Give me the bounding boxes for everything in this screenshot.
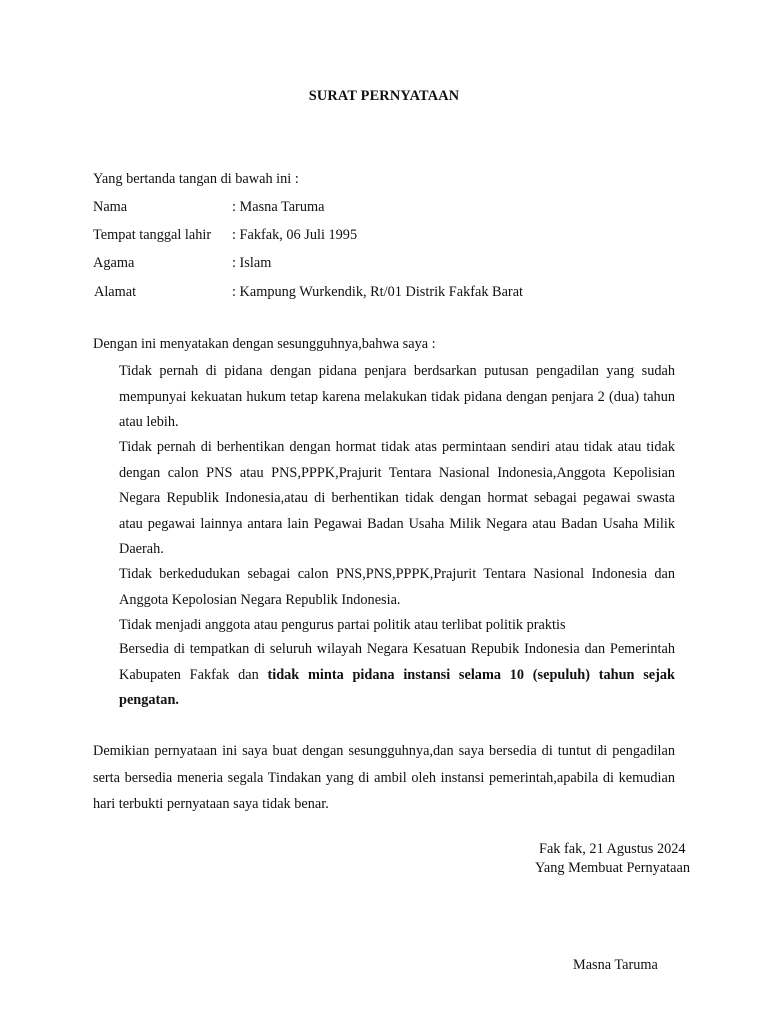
signature-name: Masna Taruma — [573, 957, 658, 973]
field-label: Agama — [93, 255, 135, 271]
field-value: : Fakfak, 06 Juli 1995 — [232, 227, 358, 243]
statement-item-bold-text: tidak minta pidana instansi selama 10 (sepuluh) tahun sejak pengatan. — [119, 666, 675, 708]
field-nama — [93, 197, 324, 217]
statement-item-text: Bersedia di tempatkan di seluruh wilayah Negara Kesatuan Repubik Indonesia dan Pemerintah Kabupaten Fakfak dan — [119, 641, 675, 683]
statement-item-3: Tidak berkedudukan sebagai calon PNS,PNS,PPPK,Prajurit Tentara Nasional Indonesia dan Anggota Kepolosian Negara Republik Indonesia. — [119, 566, 675, 608]
statement-item-5 — [119, 637, 675, 714]
field-value: : Kampung Wurkendik, Rt/01 Distrik Fakfak Barat — [232, 284, 524, 300]
field-alamat — [94, 282, 523, 302]
signature-role: Yang Membuat Pernyataan — [535, 860, 690, 876]
signature-place-date: Fak fak, 21 Agustus 2024 — [539, 841, 686, 857]
closing-paragraph: Demikian pernyataan ini saya buat dengan sesungguhnya,dan saya bersedia di tuntut di pengadilan serta bersedia meneria segala Tindakan yang di ambil oleh instansi pemerintah,apabila di kemudian hari terbukti pernyataan saya tidak benar. — [93, 743, 675, 812]
statement-item-2: Tidak pernah di berhentikan dengan hormat tidak atas permintaan sendiri atau tidak atau tidak dengan calon PNS atau PNS,PPPK,Prajurit Tentara Nasional Indonesia,Anggota Kepolisian Negara Republik Indonesia,atau di berhentikan tidak dengan hormat sebagai pegawai swasta atau pegawai lainnya antara lain Pegawai Badan Usaha Milik Negara atau Badan Usaha Milik Daerah. — [119, 439, 675, 557]
statement-lead: Dengan ini menyatakan dengan sesungguhnya,bahwa saya : — [93, 336, 436, 352]
field-label: Alamat — [94, 284, 137, 300]
statement-item-1: Tidak pernah di pidana dengan pidana penjara berdsarkan putusan pengadilan yang sudah mempunyai kekuatan hukum tetap karena melakukan tidak pidana dengan penjara 2 (dua) tahun atau lebih. — [119, 363, 675, 430]
intro-text: Yang bertanda tangan di bawah ini : — [93, 171, 299, 187]
field-value: : Masna Taruma — [232, 199, 325, 215]
field-label: Nama — [93, 199, 128, 215]
field-tempat-tanggal-lahir — [93, 225, 357, 245]
field-agama — [93, 253, 271, 273]
statement-item-4: Tidak menjadi anggota atau pengurus partai politik atau terlibat politik praktis — [119, 617, 566, 633]
document-title: SURAT PERNYATAAN — [308, 88, 460, 104]
field-label: Tempat tanggal lahir — [93, 227, 212, 243]
field-value: : Islam — [232, 255, 272, 271]
